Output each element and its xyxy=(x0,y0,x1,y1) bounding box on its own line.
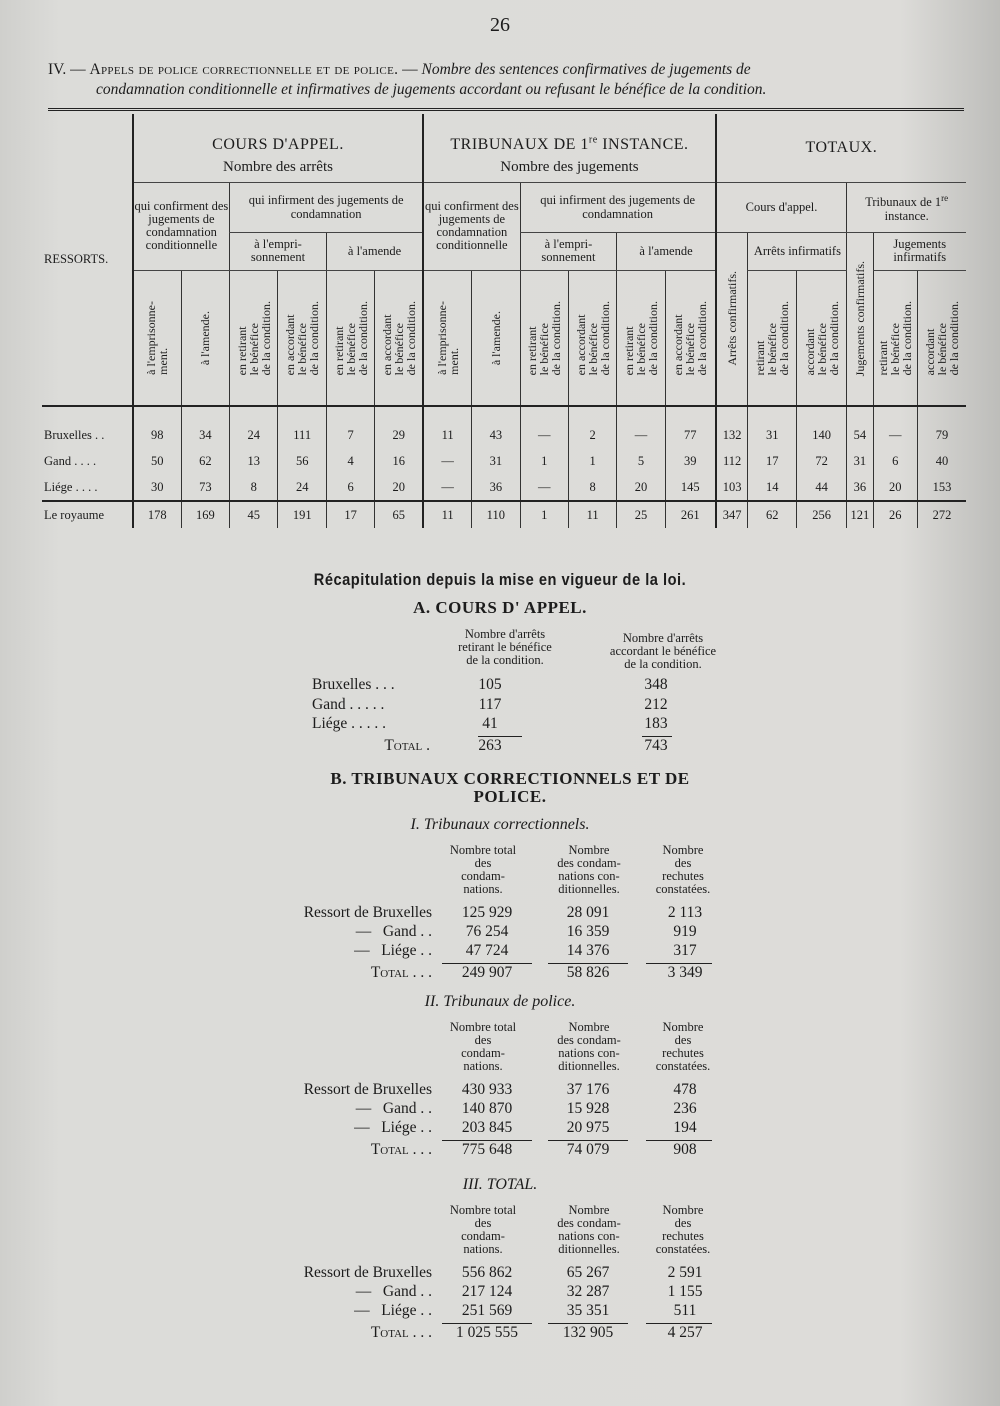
section-b-value: 16 359 xyxy=(566,923,610,940)
sum-rule xyxy=(442,963,532,964)
table-cell: 50 xyxy=(133,448,181,474)
section-b-row-label: — Gand . . xyxy=(355,923,432,940)
sum-rule xyxy=(646,1140,712,1141)
table-cell: 77 xyxy=(665,422,715,448)
table-cell: 112 xyxy=(716,448,748,474)
page-number: 26 xyxy=(490,14,510,36)
section-a-col2: Nombre d'arrêts accordant le bénéfice de la condition. xyxy=(609,631,717,671)
table-cell: 1 xyxy=(520,501,568,528)
table-cell: — xyxy=(873,422,917,448)
section-b-row-label: — Liége . . xyxy=(354,1302,432,1319)
heading-roman: IV. xyxy=(48,61,67,78)
tribunaux-title: TRIBUNAUX DE 1re INSTANCE. xyxy=(450,134,689,153)
cours-infirm-header: qui infirment des jugements de condamnation xyxy=(248,193,404,221)
v-totaux-cours-accordant: accordant le bénéfice de la condition. xyxy=(802,300,841,375)
table-cell: 2 xyxy=(568,422,616,448)
table-cell: 29 xyxy=(375,422,423,448)
section-b-value: 430 933 xyxy=(461,1081,513,1098)
table-cell: 79 xyxy=(917,422,966,448)
section-b-value: 58 826 xyxy=(566,964,610,981)
cours-title: COURS D'APPEL. xyxy=(212,136,344,153)
sum-rule xyxy=(548,1140,628,1141)
table-cell: 347 xyxy=(716,501,748,528)
table-cell: — xyxy=(617,422,665,448)
heading-italic-2: condamnation conditionnelle et infirmatives de jugements accordant ou refusant le bénéfice de la condition. xyxy=(96,81,767,98)
section-a-value: 348 xyxy=(644,676,668,693)
heading-italic-1: Nombre des sentences confirmatives de jugements de xyxy=(421,61,751,78)
section-a-value: 212 xyxy=(644,696,668,713)
section-a-value: 183 xyxy=(644,715,668,732)
section-b-value: 194 xyxy=(673,1119,697,1136)
section-b-value: 511 xyxy=(673,1302,697,1319)
section-b-value: 2 113 xyxy=(667,904,703,921)
section-b-value: 28 091 xyxy=(566,904,610,921)
sum-rule xyxy=(442,1323,532,1324)
section-b-value: 140 870 xyxy=(461,1100,513,1117)
v-jugements-confirmatifs: Jugements confirmatifs. xyxy=(852,261,867,377)
table-cell: 178 xyxy=(133,501,181,528)
section-b-row-label: Total . . . xyxy=(370,1324,432,1341)
section-b-value: 1 155 xyxy=(667,1283,703,1300)
section-b-value: 919 xyxy=(673,923,697,940)
v-cours-empri: à l'emprisonne- ment. xyxy=(144,300,171,375)
section-b-column-header: Nombre des rechutes constatées. xyxy=(655,843,711,896)
v-trib-empri-retirant: en retirant le bénéfice de la condition. xyxy=(525,300,564,375)
v-trib-empri-accordant: en accordant le bénéfice de la condition. xyxy=(573,300,612,375)
section-b-column-header: Nombre total des condam- nations. xyxy=(449,1203,517,1256)
table-cell: 65 xyxy=(375,501,423,528)
table-cell: — xyxy=(423,474,471,501)
heading-rule xyxy=(48,108,964,111)
v-cours-empri-retirant: en retirant le bénéfice de la condition. xyxy=(234,300,273,375)
section-b-column-header: Nombre des condam- nations con- ditionnelles. xyxy=(557,1203,621,1256)
table-cell: 24 xyxy=(230,422,278,448)
section-b-row-label: Ressort de Bruxelles xyxy=(303,904,432,921)
table-cell: 272 xyxy=(917,501,966,528)
table-cell: 20 xyxy=(873,474,917,501)
section-b-value: 20 975 xyxy=(566,1119,610,1136)
section-a-value: 743 xyxy=(644,737,668,754)
sum-rule xyxy=(642,736,672,737)
section-b-column-header: Nombre total des condam- nations. xyxy=(449,1020,517,1073)
section-b-value: 478 xyxy=(673,1081,697,1098)
table-cell: 4 xyxy=(326,448,374,474)
table-cell: 191 xyxy=(278,501,326,528)
table-cell: 14 xyxy=(748,474,796,501)
section-b-row-label: — Gand . . xyxy=(355,1283,432,1300)
section-b-column-header: Nombre des condam- nations con- ditionnelles. xyxy=(557,843,621,896)
section-b-row-label: Ressort de Bruxelles xyxy=(303,1081,432,1098)
table-cell: 98 xyxy=(133,422,181,448)
totaux-title: TOTAUX. xyxy=(805,138,878,156)
section-b-value: 47 724 xyxy=(465,942,509,959)
section-a-title: A. COURS D' APPEL. xyxy=(413,598,587,617)
section-a-value: 105 xyxy=(478,676,502,693)
section-b-value: 65 267 xyxy=(566,1264,610,1281)
tribunaux-subtitle: Nombre des jugements xyxy=(500,159,639,176)
section-b-value: 4 257 xyxy=(667,1324,703,1341)
section-b-value: 35 351 xyxy=(566,1302,610,1319)
cours-confirm-header: qui confirment des jugements de condamnation conditionnelle xyxy=(134,199,229,252)
section-b-value: 3 349 xyxy=(667,964,703,981)
section-b-part-title: II. Tribunaux de police. xyxy=(424,993,576,1010)
table-cell: — xyxy=(423,448,471,474)
section-a-value: 41 xyxy=(482,715,498,732)
section-b-row-label: Total . . . xyxy=(370,964,432,981)
v-totaux-trib-accordant: accordant le bénéfice de la condition. xyxy=(922,300,961,375)
section-b-value: 37 176 xyxy=(566,1081,610,1098)
section-b-value: 217 124 xyxy=(461,1283,513,1300)
table-cell: 40 xyxy=(917,448,966,474)
table-cell: 72 xyxy=(796,448,846,474)
table-cell: 20 xyxy=(375,474,423,501)
v-cours-amende: à l'amende. xyxy=(198,310,213,365)
section-b-column-header: Nombre des rechutes constatées. xyxy=(655,1203,711,1256)
section-b-value: 32 287 xyxy=(566,1283,610,1300)
table-cell: 56 xyxy=(278,448,326,474)
section-b-value: 1 025 555 xyxy=(456,1324,518,1341)
table-cell: 36 xyxy=(472,474,520,501)
table-cell: 6 xyxy=(326,474,374,501)
arrets-infirm-header: Arrêts infirmatifs xyxy=(753,243,841,258)
section-b-value: 556 862 xyxy=(461,1264,513,1281)
table-cell: 111 xyxy=(278,422,326,448)
table-cell: 8 xyxy=(230,474,278,501)
cours-amende-header: à l'amende xyxy=(347,243,402,258)
table-cell: 73 xyxy=(181,474,229,501)
table-cell: 1 xyxy=(568,448,616,474)
table-cell: 103 xyxy=(716,474,748,501)
section-b-value: 2 591 xyxy=(667,1264,703,1281)
table-cell: 45 xyxy=(230,501,278,528)
table-cell: 256 xyxy=(796,501,846,528)
table-cell: 17 xyxy=(326,501,374,528)
table-cell: 13 xyxy=(230,448,278,474)
table-row-total: Le royaume 178 169 45 191 17 65 11 110 1 11 25 261 347 62 256 121 26 272 xyxy=(42,501,966,528)
heading-smallcaps: Appels de police correctionnelle et de police. xyxy=(89,61,399,78)
sum-rule xyxy=(548,1323,628,1324)
sum-rule xyxy=(442,1140,532,1141)
section-b-value: 203 845 xyxy=(461,1119,513,1136)
section-a-row-label: Liége . . . . . xyxy=(312,715,387,732)
table-cell: 24 xyxy=(278,474,326,501)
trib-amende-header: à l'amende xyxy=(639,243,693,258)
table-cell: 153 xyxy=(917,474,966,501)
table-cell: 34 xyxy=(181,422,229,448)
table-cell: 44 xyxy=(796,474,846,501)
table-cell: 169 xyxy=(181,501,229,528)
section-b-value: 15 928 xyxy=(566,1100,610,1117)
section-b-row-label: Total . . . xyxy=(370,1141,432,1158)
section-a-row-label: Total . xyxy=(384,737,430,754)
trib-confirm-header: qui confirment des jugements de condamnation conditionnelle xyxy=(424,199,519,252)
section-b-row-label: — Liége . . xyxy=(354,1119,432,1136)
table-heading xyxy=(48,60,968,100)
section-b-column-header: Nombre des rechutes constatées. xyxy=(655,1020,711,1073)
trib-empri-header: à l'empri-sonnement xyxy=(541,237,596,264)
table-cell: 20 xyxy=(617,474,665,501)
v-trib-empri: à l'emprisonne- ment. xyxy=(434,300,461,375)
table-cell: 11 xyxy=(568,501,616,528)
section-b-part-title: I. Tribunaux correctionnels. xyxy=(410,816,590,833)
recap-title: Récapitulation depuis la mise en vigueur de la loi. xyxy=(313,570,687,589)
section-b-value: 125 929 xyxy=(461,904,513,921)
v-trib-amende-retirant: en retirant le bénéfice de la condition. xyxy=(622,300,661,375)
table-cell: 1 xyxy=(520,448,568,474)
heading-dash: — xyxy=(402,61,418,78)
v-cours-amende-accordant: en accordant le bénéfice de la condition. xyxy=(379,300,418,375)
section-a-col1: Nombre d'arrêts retirant le bénéfice de la condition. xyxy=(458,627,552,667)
cours-subtitle: Nombre des arrêts xyxy=(223,159,333,176)
sum-rule xyxy=(548,963,628,964)
section-b-column-header: Nombre des condam- nations con- ditionnelles. xyxy=(557,1020,621,1073)
section-a-row-label: Bruxelles . . . xyxy=(312,676,395,693)
table-cell: — xyxy=(520,422,568,448)
table-row: Bruxelles . . 98 34 24 111 7 29 11 43 — 2 — 77 132 31 140 54 — 79 xyxy=(42,422,966,448)
table-cell: 8 xyxy=(568,474,616,501)
v-totaux-trib-retirant: retirant le bénéfice de la condition. xyxy=(876,300,915,375)
table-cell: 26 xyxy=(873,501,917,528)
table-cell: 140 xyxy=(796,422,846,448)
v-cours-amende-retirant: en retirant le bénéfice de la condition. xyxy=(331,300,370,375)
v-trib-amende: à l'amende. xyxy=(488,310,503,365)
v-trib-amende-accordant: en accordant le bénéfice de la condition. xyxy=(671,300,710,375)
section-b-value: 132 905 xyxy=(562,1324,614,1341)
table-cell: 62 xyxy=(181,448,229,474)
table-cell: 31 xyxy=(472,448,520,474)
cours-empri-header: à l'empri-sonnement xyxy=(250,237,306,264)
section-a-row-label: Gand . . . . . xyxy=(312,696,385,713)
section-b-column-header: Nombre total des condam- nations. xyxy=(449,843,517,896)
section-b-value: 249 907 xyxy=(461,964,513,981)
v-totaux-cours-retirant: retirant le bénéfice de la condition. xyxy=(753,300,792,375)
v-arrets-confirmatifs: Arrêts confirmatifs. xyxy=(725,271,740,367)
table-cell: 121 xyxy=(847,501,873,528)
table-cell: 11 xyxy=(423,501,471,528)
section-b-value: 14 376 xyxy=(566,942,610,959)
totaux-trib-header: Tribunaux de 1re instance. xyxy=(865,192,949,224)
section-b-value: 76 254 xyxy=(465,923,509,940)
section-b-value: 74 079 xyxy=(566,1141,610,1158)
jugements-infirm-header: Jugements infirmatifs xyxy=(893,237,947,264)
table-cell: 11 xyxy=(423,422,471,448)
table-cell: 43 xyxy=(472,422,520,448)
section-b-row-label: — Gand . . xyxy=(355,1100,432,1117)
table-cell: 31 xyxy=(847,448,873,474)
section-b-row-label: Ressort de Bruxelles xyxy=(303,1264,432,1281)
table-cell: 25 xyxy=(617,501,665,528)
section-a-value: 263 xyxy=(478,737,502,754)
table-row: Liége . . . . 30 73 8 24 6 20 — 36 — 8 20 145 103 14 44 36 20 153 xyxy=(42,474,966,501)
heading-dash: — xyxy=(70,61,86,78)
table-cell: 62 xyxy=(748,501,796,528)
totaux-cours-header: Cours d'appel. xyxy=(745,199,818,214)
sum-rule xyxy=(646,963,712,964)
section-b-value: 775 648 xyxy=(461,1141,513,1158)
v-cours-empri-accordant: en accordant le bénéfice de la condition. xyxy=(283,300,322,375)
section-b-row-label: — Liége . . xyxy=(354,942,432,959)
table-cell: 30 xyxy=(133,474,181,501)
table-cell: 31 xyxy=(748,422,796,448)
main-table xyxy=(42,114,966,528)
table-row: Gand . . . . 50 62 13 56 4 16 — 31 1 1 5 39 112 17 72 31 6 40 xyxy=(42,448,966,474)
table-cell: 7 xyxy=(326,422,374,448)
table-cell: 5 xyxy=(617,448,665,474)
section-b-title: B. TRIBUNAUX CORRECTIONNELS ET DE POLICE. xyxy=(330,769,690,806)
table-cell: 36 xyxy=(847,474,873,501)
table-cell: 54 xyxy=(847,422,873,448)
sum-rule xyxy=(478,736,522,737)
section-b-part-title: III. TOTAL. xyxy=(462,1176,538,1193)
section-a-value: 117 xyxy=(478,696,502,713)
table-cell: 39 xyxy=(665,448,715,474)
table-cell: 16 xyxy=(375,448,423,474)
section-b-value: 908 xyxy=(673,1141,697,1158)
table-cell: 110 xyxy=(472,501,520,528)
section-b-value: 251 569 xyxy=(461,1302,513,1319)
table-cell: 132 xyxy=(716,422,748,448)
ressorts-header: RESSORTS. xyxy=(44,252,109,266)
trib-infirm-header: qui infirment des jugements de condamnation xyxy=(540,193,696,221)
section-b-value: 317 xyxy=(673,942,697,959)
table-cell: — xyxy=(520,474,568,501)
table-cell: 145 xyxy=(665,474,715,501)
table-cell: 6 xyxy=(873,448,917,474)
table-cell: 17 xyxy=(748,448,796,474)
table-cell: 261 xyxy=(665,501,715,528)
sum-rule xyxy=(646,1323,712,1324)
section-b-value: 236 xyxy=(673,1100,697,1117)
